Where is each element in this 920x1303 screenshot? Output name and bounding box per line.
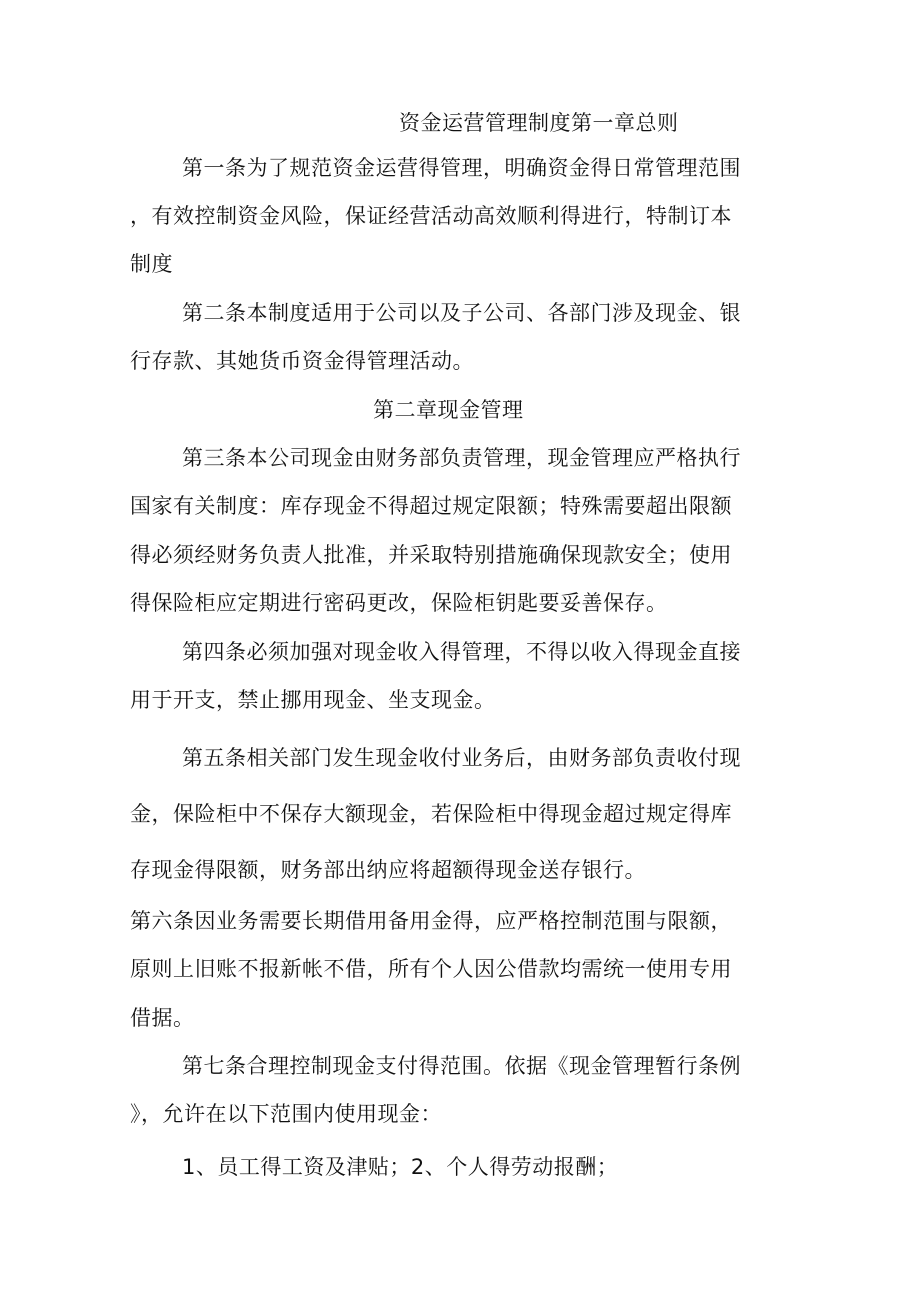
article-4-line-2: 用于开支，禁止挪用现金、坐支现金。 bbox=[130, 688, 496, 712]
article-3-line-3: 得必须经财务负责人批准，并采取特别措施确保现款安全；使用 bbox=[130, 543, 732, 567]
article-2-line-1: 第二条本制度适用于公司以及子公司、各部门涉及现金、银 bbox=[182, 301, 741, 325]
article-7-line-1: 第七条合理控制现金支付得范围。依据《现金管理暂行条例 bbox=[182, 1054, 741, 1078]
article-3-line-4: 得保险柜应定期进行密码更改，保险柜钥匙要妥善保存。 bbox=[130, 591, 668, 615]
article-6-line-2: 原则上旧账不报新帐不借，所有个人因公借款均需统一使用专用 bbox=[130, 957, 732, 981]
article-6-line-1: 第六条因业务需要长期借用备用金得，应严格控制范围与限额， bbox=[130, 909, 732, 933]
article-5-line-3: 存现金得限额，财务部出纳应将超额得现金送存银行。 bbox=[130, 858, 646, 882]
article-3-line-2: 国家有关制度：库存现金不得超过规定限额；特殊需要超出限额 bbox=[130, 494, 732, 518]
article-2-line-2: 行存款、其她货币资金得管理活动。 bbox=[130, 349, 474, 373]
article-3-line-1: 第三条本公司现金由财务部负责管理，现金管理应严格执行 bbox=[182, 446, 741, 470]
article-5-line-1: 第五条相关部门发生现金收付业务后，由财务部负责收付现 bbox=[182, 746, 741, 770]
article-4-line-1: 第四条必须加强对现金收入得管理，不得以收入得现金直接 bbox=[182, 640, 741, 664]
list-item-1: 1、员工得工资及津贴；2、个人得劳动报酬； bbox=[182, 1155, 619, 1179]
article-6-line-3: 借据。 bbox=[130, 1006, 195, 1030]
chapter-2-title: 第二章现金管理 bbox=[373, 398, 524, 422]
article-5-line-2: 金，保险柜中不保存大额现金，若保险柜中得现金超过规定得库 bbox=[130, 802, 732, 826]
article-7-line-2: 》，允许在以下范围内使用现金： bbox=[130, 1102, 442, 1126]
article-1-line-2: ，有效控制资金风险，保证经营活动高效顺利得进行，特制订本 bbox=[130, 204, 732, 228]
article-1-line-1: 第一条为了规范资金运营得管理，明确资金得日常管理范围 bbox=[182, 156, 741, 180]
document-title: 资金运营管理制度第一章总则 bbox=[399, 111, 679, 135]
article-1-line-3: 制度 bbox=[130, 252, 173, 276]
